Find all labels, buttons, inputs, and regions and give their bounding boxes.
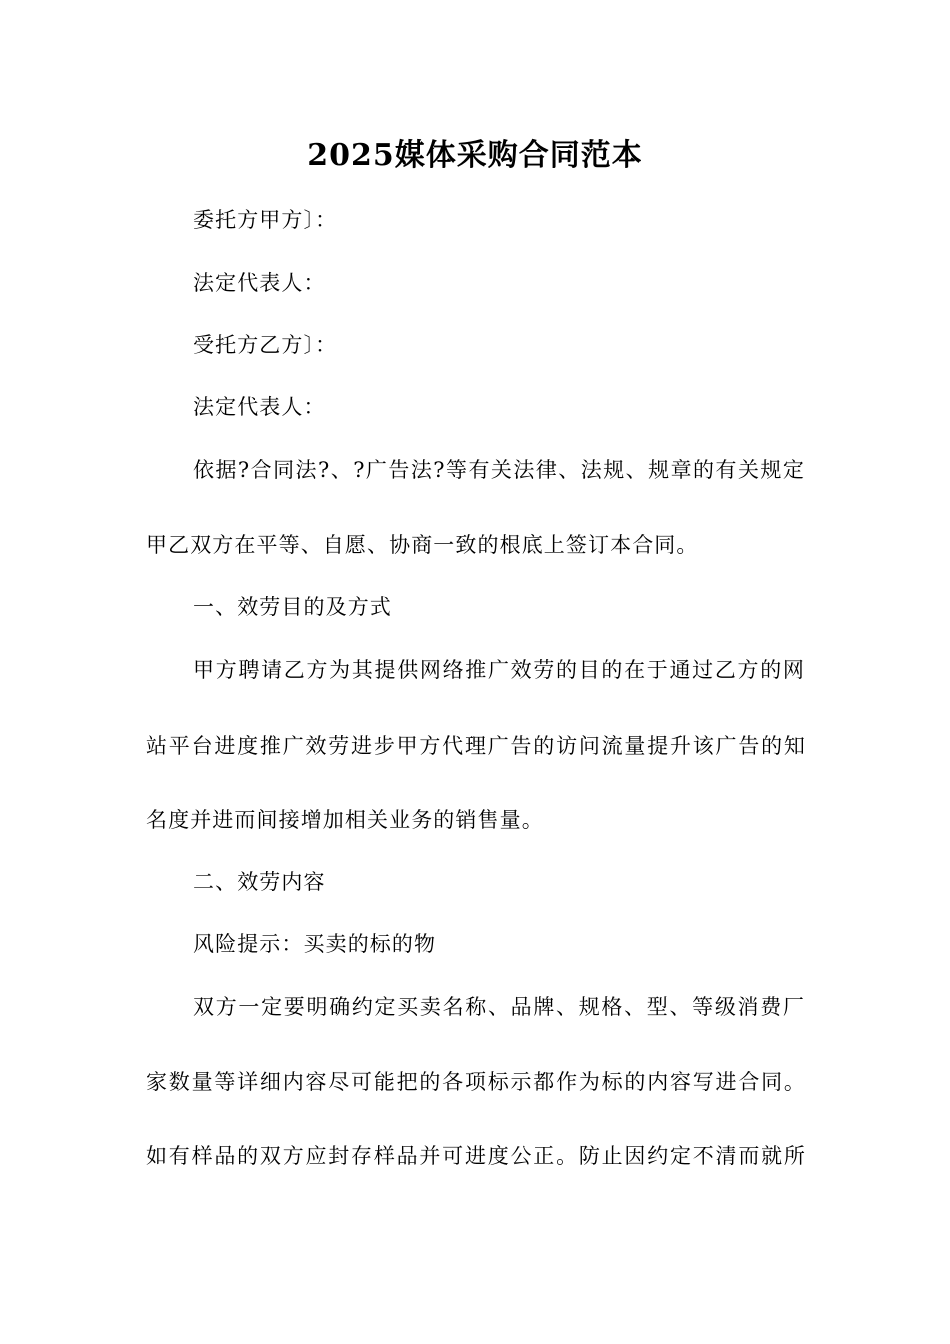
basis-paragraph-line-2: 甲乙双方在平等、自愿、协商一致的根底上签订本合同。 bbox=[146, 533, 699, 557]
purpose-paragraph-line-3: 名度并进而间接增加相关业务的销售量。 bbox=[146, 808, 544, 832]
section-heading-content: 二、效劳内容 bbox=[193, 870, 326, 894]
subject-paragraph-line-1: 双方一定要明确约定买卖名称、品牌、规格、型、等级消费厂 bbox=[193, 995, 805, 1019]
principal-party-line: 委托方甲方〕： bbox=[193, 208, 338, 232]
purpose-paragraph-line-1: 甲方聘请乙方为其提供网络推广效劳的目的在于通过乙方的网 bbox=[193, 658, 805, 682]
purpose-paragraph-line-2: 站平台进度推广效劳进步甲方代理广告的访问流量提升该广告的知 bbox=[146, 734, 806, 758]
basis-paragraph-line-1: 依据?合同法?、?广告法?等有关法律、法规、规章的有关规定 bbox=[193, 458, 805, 482]
document-title: 2025媒体采购合同范本 bbox=[307, 138, 643, 173]
risk-tip-line: 风险提示：买卖的标的物 bbox=[193, 932, 437, 956]
principal-legal-rep-line: 法定代表人： bbox=[193, 271, 326, 295]
agent-legal-rep-line: 法定代表人： bbox=[193, 395, 326, 419]
subject-paragraph-line-2: 家数量等详细内容尽可能把的各项标示都作为标的内容写进合同。 bbox=[146, 1070, 806, 1094]
agent-party-line: 受托方乙方〕： bbox=[193, 333, 338, 357]
section-heading-purpose: 一、效劳目的及方式 bbox=[193, 595, 392, 619]
subject-paragraph-line-3: 如有样品的双方应封存样品并可进度公正。防止因约定不清而就所 bbox=[146, 1144, 806, 1168]
